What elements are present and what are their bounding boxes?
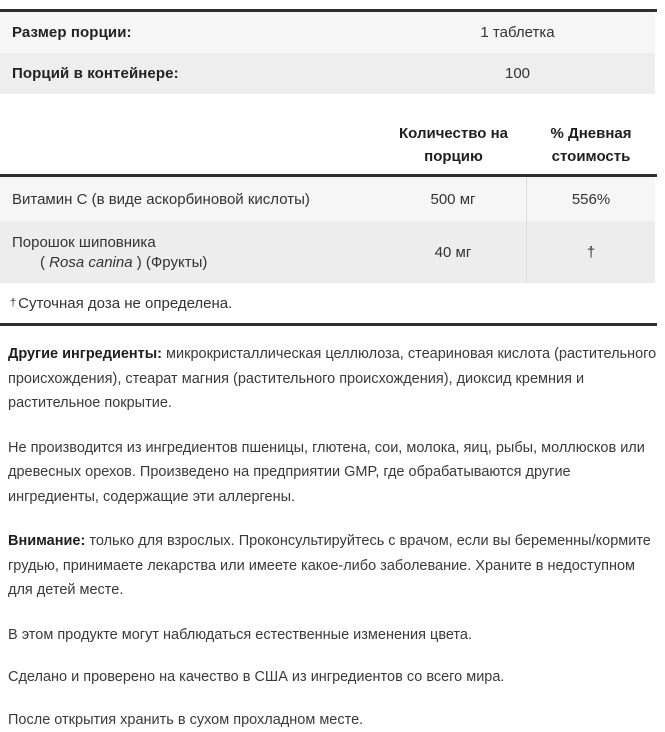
serving-size-row (0, 12, 655, 53)
ingredient-name-line-2 (12, 254, 374, 271)
other-ingredients-paragraph (8, 342, 657, 416)
daily-value-header-line-2: стоимость (527, 145, 655, 168)
servings-per-container-row (0, 53, 655, 94)
ingredient-name (0, 221, 380, 283)
ingredient-daily-value: 556% (527, 177, 655, 221)
daily-value-header-line-1: % Дневная (527, 122, 655, 145)
other-ingredients-label: Другие ингредиенты: (8, 346, 162, 362)
supplement-facts-page (0, 9, 665, 709)
ingredient-name (0, 177, 380, 221)
allergen-paragraph: Не производится из ингредиентов пшеницы, глютена, сои, молока, яиц, рыбы, моллюсков или древесных орехов. Произведено на предприятии GMP, где обрабатываются другие ингредиенты, содержащие эти аллергены. (8, 436, 657, 510)
servings-per-container-label: Порций в контейнере: (0, 65, 380, 82)
warning-paragraph (8, 529, 657, 603)
serving-size-label: Размер порции: (0, 24, 380, 41)
warning-text: только для взрослых. Проконсультируйтесь с врачом, если вы беременны/кормите грудью, принимаете лекарства или имеете какое-либо заболевание. Храните в недоступном для детей месте. (8, 533, 651, 598)
ingredient-amount: 500 мг (380, 177, 527, 221)
origin-paragraph: Сделано и проверено на качество в США из ингредиентов со всего мира. (8, 665, 657, 690)
supplement-facts-table (0, 9, 657, 326)
ingredient-name-line-1: Витамин С (в виде аскорбиновой кислоты) (12, 191, 374, 208)
column-headers-row (0, 112, 655, 174)
table-spacer (0, 94, 657, 112)
amount-header-line-1: Количество на (380, 122, 527, 145)
ingredient-name-line-1: Порошок шиповника (12, 234, 374, 251)
warning-label: Внимание: (8, 533, 85, 549)
column-header-daily-value (527, 122, 655, 168)
table-row (0, 177, 655, 221)
dagger-icon: † (10, 297, 16, 309)
botanical-latin-name: Rosa canina (49, 254, 132, 271)
footnote-text: Суточная доза не определена. (18, 295, 232, 312)
servings-per-container-value: 100 (380, 65, 655, 82)
label-body-text (0, 342, 665, 732)
column-header-amount-per-serving (380, 122, 527, 168)
ingredient-amount: 40 мг (380, 221, 527, 283)
serving-size-value: 1 таблетка (380, 24, 655, 41)
botanical-suffix: ) (Фрукты) (133, 254, 208, 271)
ingredient-daily-value: † (527, 221, 655, 283)
table-bottom-rule (0, 323, 657, 326)
table-row (0, 221, 655, 283)
amount-header-line-2: порцию (380, 145, 527, 168)
other-ingredients-text: микрокристаллическая целлюлоза, стеариновая кислота (растительного происхождения), стеарат магния (растительного происхождения), диоксид кремния и растительное покрытие. (8, 346, 656, 411)
daily-value-footnote (0, 283, 655, 323)
color-variation-paragraph: В этом продукте могут наблюдаться естественные изменения цвета. (8, 623, 657, 648)
storage-paragraph: После открытия хранить в сухом прохладном месте. (8, 708, 657, 732)
botanical-prefix: ( (40, 254, 49, 271)
